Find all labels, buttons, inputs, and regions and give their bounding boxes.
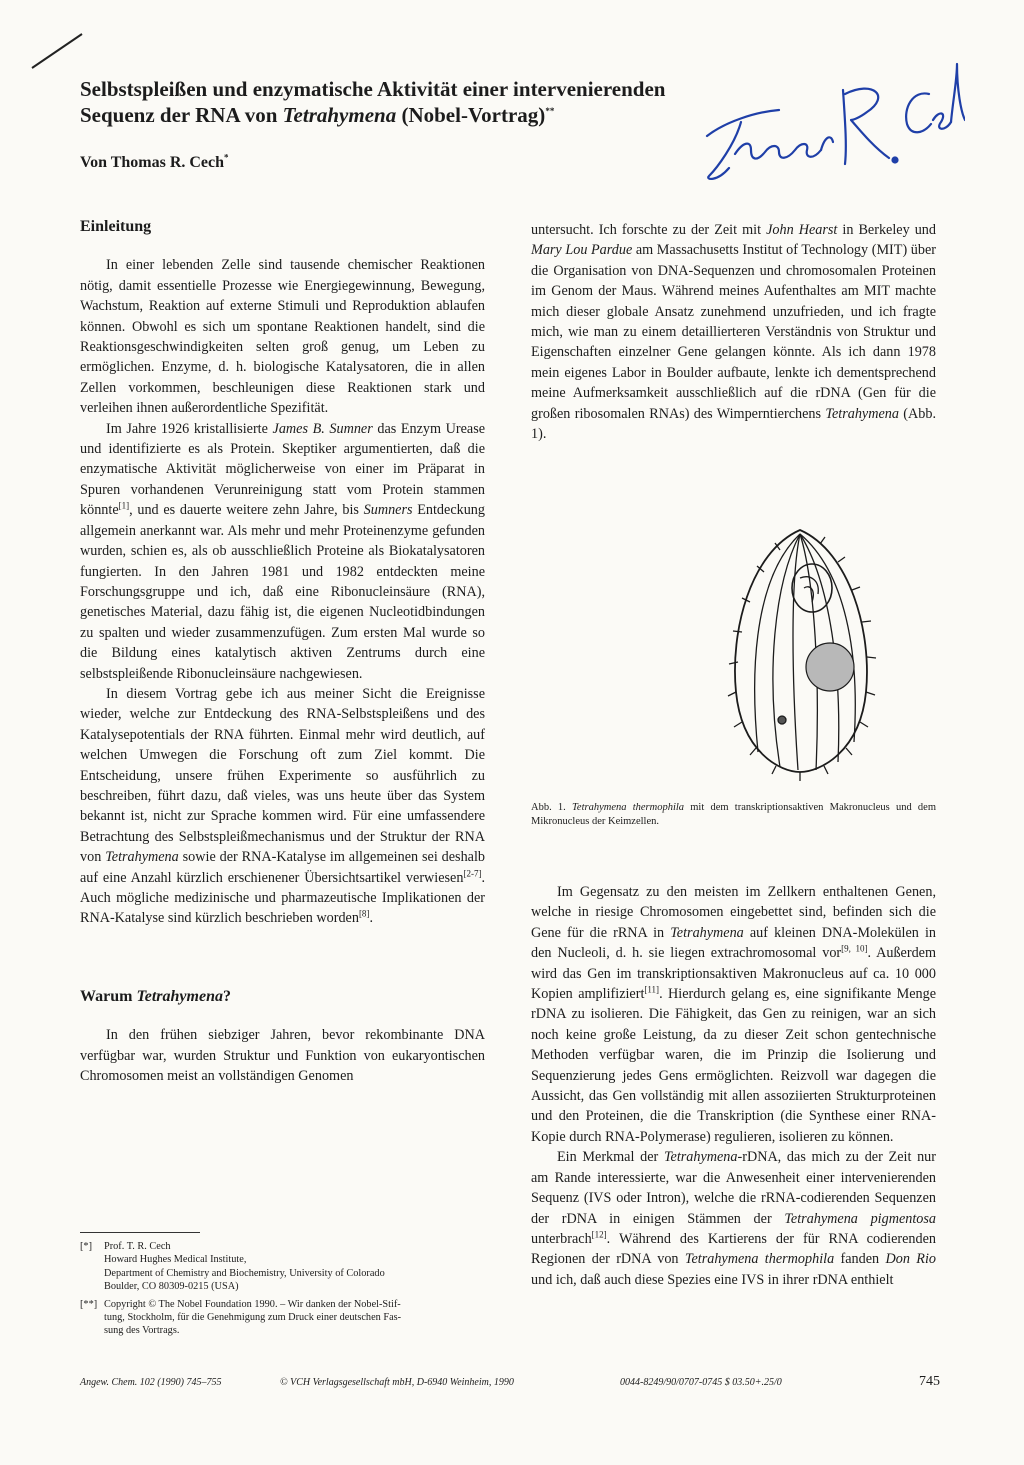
page-footer <box>80 1374 940 1390</box>
page-number: 745 <box>919 1374 940 1389</box>
title-line-1: Selbstspleißen und enzymatische Aktivität einer intervenierenden <box>80 77 666 101</box>
publisher-line: © VCH Verlagsgesellschaft mbH, D-6940 Weinheim, 1990 <box>280 1377 514 1388</box>
footnote-copyright: [**] Copyright © The Nobel Foundation 1990. – Wir danken der Nobel-Stif- tung, Stockholm, für die Genehmigung zum Druck einer deutschen Fas- sung des Vortrags. <box>80 1298 402 1337</box>
article-title: Selbstspleißen und enzymatische Aktivität einer intervenierenden Sequenz der RNA von Tetrahymena (Nobel-Vortrag)** <box>80 77 666 127</box>
figure-caption: Abb. 1. Tetrahymena thermophila mit dem transkriptionsaktiven Makronucleus und dem Mikronucleus der Keimzellen. <box>531 802 936 827</box>
paragraph-why-1: In den frühen siebziger Jahren, bevor rekombinante DNA verfügbar war, wurden Struktur und Funktion von eukaryontischen Chromosomen meist an vollständigen Genomen <box>80 1027 485 1085</box>
paragraph-intro-1: In einer lebenden Zelle sind tausende chemischer Reaktionen nötig, damit essentielle Prozesse wie Energiegewinnung, Bewegung, Wachstum, Reaktion auf externe Stimuli und Reproduktion ablaufen können. Obwohl es sich um spontane Reaktionen handelt, sind die Reaktionsgeschwindigkeiten selten groß genug, um Leben zu ermöglichen. Enzyme, d. h. biologische Katalysatoren, die in allen Zellen vorkommen, beschleunigen diese Reaktionen stark und verleihen ihnen außerordentliche Spezifität. <box>80 257 485 417</box>
right-column-bottom <box>531 882 936 1290</box>
footnotes <box>80 1240 480 1338</box>
footnote-divider <box>80 1232 200 1233</box>
handwritten-signature <box>695 50 965 190</box>
paragraph-right-3: Ein Merkmal der Tetrahymena-rDNA, das mich zu der Zeit nur am Rande interessierte, war die Anwesenheit einer intervenierenden Sequenz (IVS oder Intron), welche die rRNA-codierenden Sequenzen der rDNA in einigen Stämmen der Tetrahymena pigmentosa unterbrach[12]. Während des Kartierens der für RNA codierenden Regionen der rDNA von Tetrahymena thermophila fanden Don Rio und ich, daß auch diese Spezies eine IVS in ihrer rDNA enthielt <box>531 1149 936 1288</box>
paragraph-right-2: Im Gegensatz zu den meisten im Zellkern enthaltenen Genen, welche in riesige Chromosomen eingebettet sind, befinden sich die Gene für die rRNA in Tetrahymena auf kleinen DNA-Molekülen in den Nucleoli, d. h. sie liegen extrachromosomal vor[9, 10]. Außerdem wird das Gen im transkriptionsaktiven Makronucleus auf ca. 10 000 Kopien amplifiziert[11]. Hierdurch gelang es, eine signifikante Menge rDNA zu isolieren. Die Fähigkeit, das Gen zu reinigen, war an sich noch keine große Leistung, da zu dieser Zeit schon gentechnische Methoden verfügbar waren, die im Prinzip die Isolierung und Sequenzierung jedes Gens ermöglichten. Reizvoll war dagegen die Aussicht, das Gen vollständig mit allen assoziierten Strukturproteinen und den Proteinen, die die Transkription (die Synthese einer RNA-Kopie durch RNA-Polymerase) regulieren, isolieren zu können. <box>531 884 936 1145</box>
heading-why-tetrahymena: Warum Tetrahymena? <box>80 987 231 1005</box>
tetrahymena-illustration <box>720 522 880 784</box>
journal-citation: Angew. Chem. 102 (1990) 745–755 <box>80 1377 222 1388</box>
paragraph-right-1: untersucht. Ich forschte zu der Zeit mit John Hearst in Berkeley und Mary Lou Pardue am Massachusetts Institut of Technology (MIT) über die Organisation von DNA-Sequenzen und chromosomalen Proteinen im Genom der Maus. Während meines Aufenthaltes am MIT machte mich dieser globale Ansatz zunehmend unzufrieden, und ich fragte mich, wie man zu einem detaillierteren Verständnis von Struktur und Eigenschaften einzelner Gene gelangen könnte. Als ich dann 1978 mein eigenes Labor in Boulder aufbaute, lenkte ich dementsprechend meine Aufmerksamkeit ausschließlich auf die rDNA (Gen für die großen ribosomalen RNAs) des Wimperntierchens Tetrahymena (Abb. 1). <box>531 222 936 443</box>
heading-introduction: Einleitung <box>80 218 152 235</box>
paragraph-intro-3: In diesem Vortrag gebe ich aus meiner Sicht die Ereignisse wieder, welche zur Entdeckung des RNA-Selbstspleißens und des Katalysepotentials der RNA führten. Einmal mehr wird deutlich, auf welchen Umwegen die Forschung oft zum Ziel kommt. Die Entscheidung, unsere frühen Experimente so ausführlich zu beschreiben, führt dazu, daß vieles, was uns heute über das System bekannt ist, nicht zur Sprache kommen wird. Für eine umfassendere Betrachtung des Selbstspleißmechanismus und der Struktur der RNA von Tetrahymena sowie der RNA-Katalyse im allgemeinen sei deshalb auf eine Anzahl kürzlich erschienener Übersichtsartikel verwiesen[2-7]. Auch mögliche medizinische und pharmazeutische Implikationen der RNA-Katalyse sind kürzlich beschrieben worden[8]. <box>80 685 486 927</box>
issn-code: 0044-8249/90/0707-0745 $ 03.50+.25/0 <box>620 1377 782 1388</box>
paragraph-intro-2: Im Jahre 1926 kristallisierte James B. Sumner das Enzym Urease und identifizierte es als Protein. Skeptiker argumentierten, daß die enzymatische Aktivität möglicherweise von einer im Präparat in Spuren vorhandenen Verunreinigung statt vom Protein stammen könnte[1], und es dauerte weitere zehn Jahre, bis Sumners Entdeckung allgemein anerkannt war. Als mehr und mehr Proteinenzyme gefunden wurden, schien es, als ob ausschließlich Proteine als Biokatalysatoren fungierten. In den Jahren 1981 und 1982 entdeckten meine Forschungsgruppe und ich, daß eine Ribonucleinsäure (RNA), genetisches Material, dazu fähig ist, die eigenen Nucleotidbindungen zu spalten und wieder zusammenzufügen. Zum ersten Mal wurde so die Bildung eines katalytisch aktiven Zentrums durch eine selbstspleißende Ribonucleinsäure nachgewiesen. <box>80 420 486 682</box>
right-column-top <box>531 220 936 444</box>
pen-stroke-mark <box>28 28 88 73</box>
author-line: Von Thomas R. Cech* <box>80 152 229 171</box>
footnote-author-address: [*] Prof. T. R. Cech Howard Hughes Medical Institute, Department of Chemistry and Biochemistry, University of Colorado Boulder, CO 80309-0215 (USA) <box>80 1241 385 1293</box>
left-column <box>80 217 485 1086</box>
